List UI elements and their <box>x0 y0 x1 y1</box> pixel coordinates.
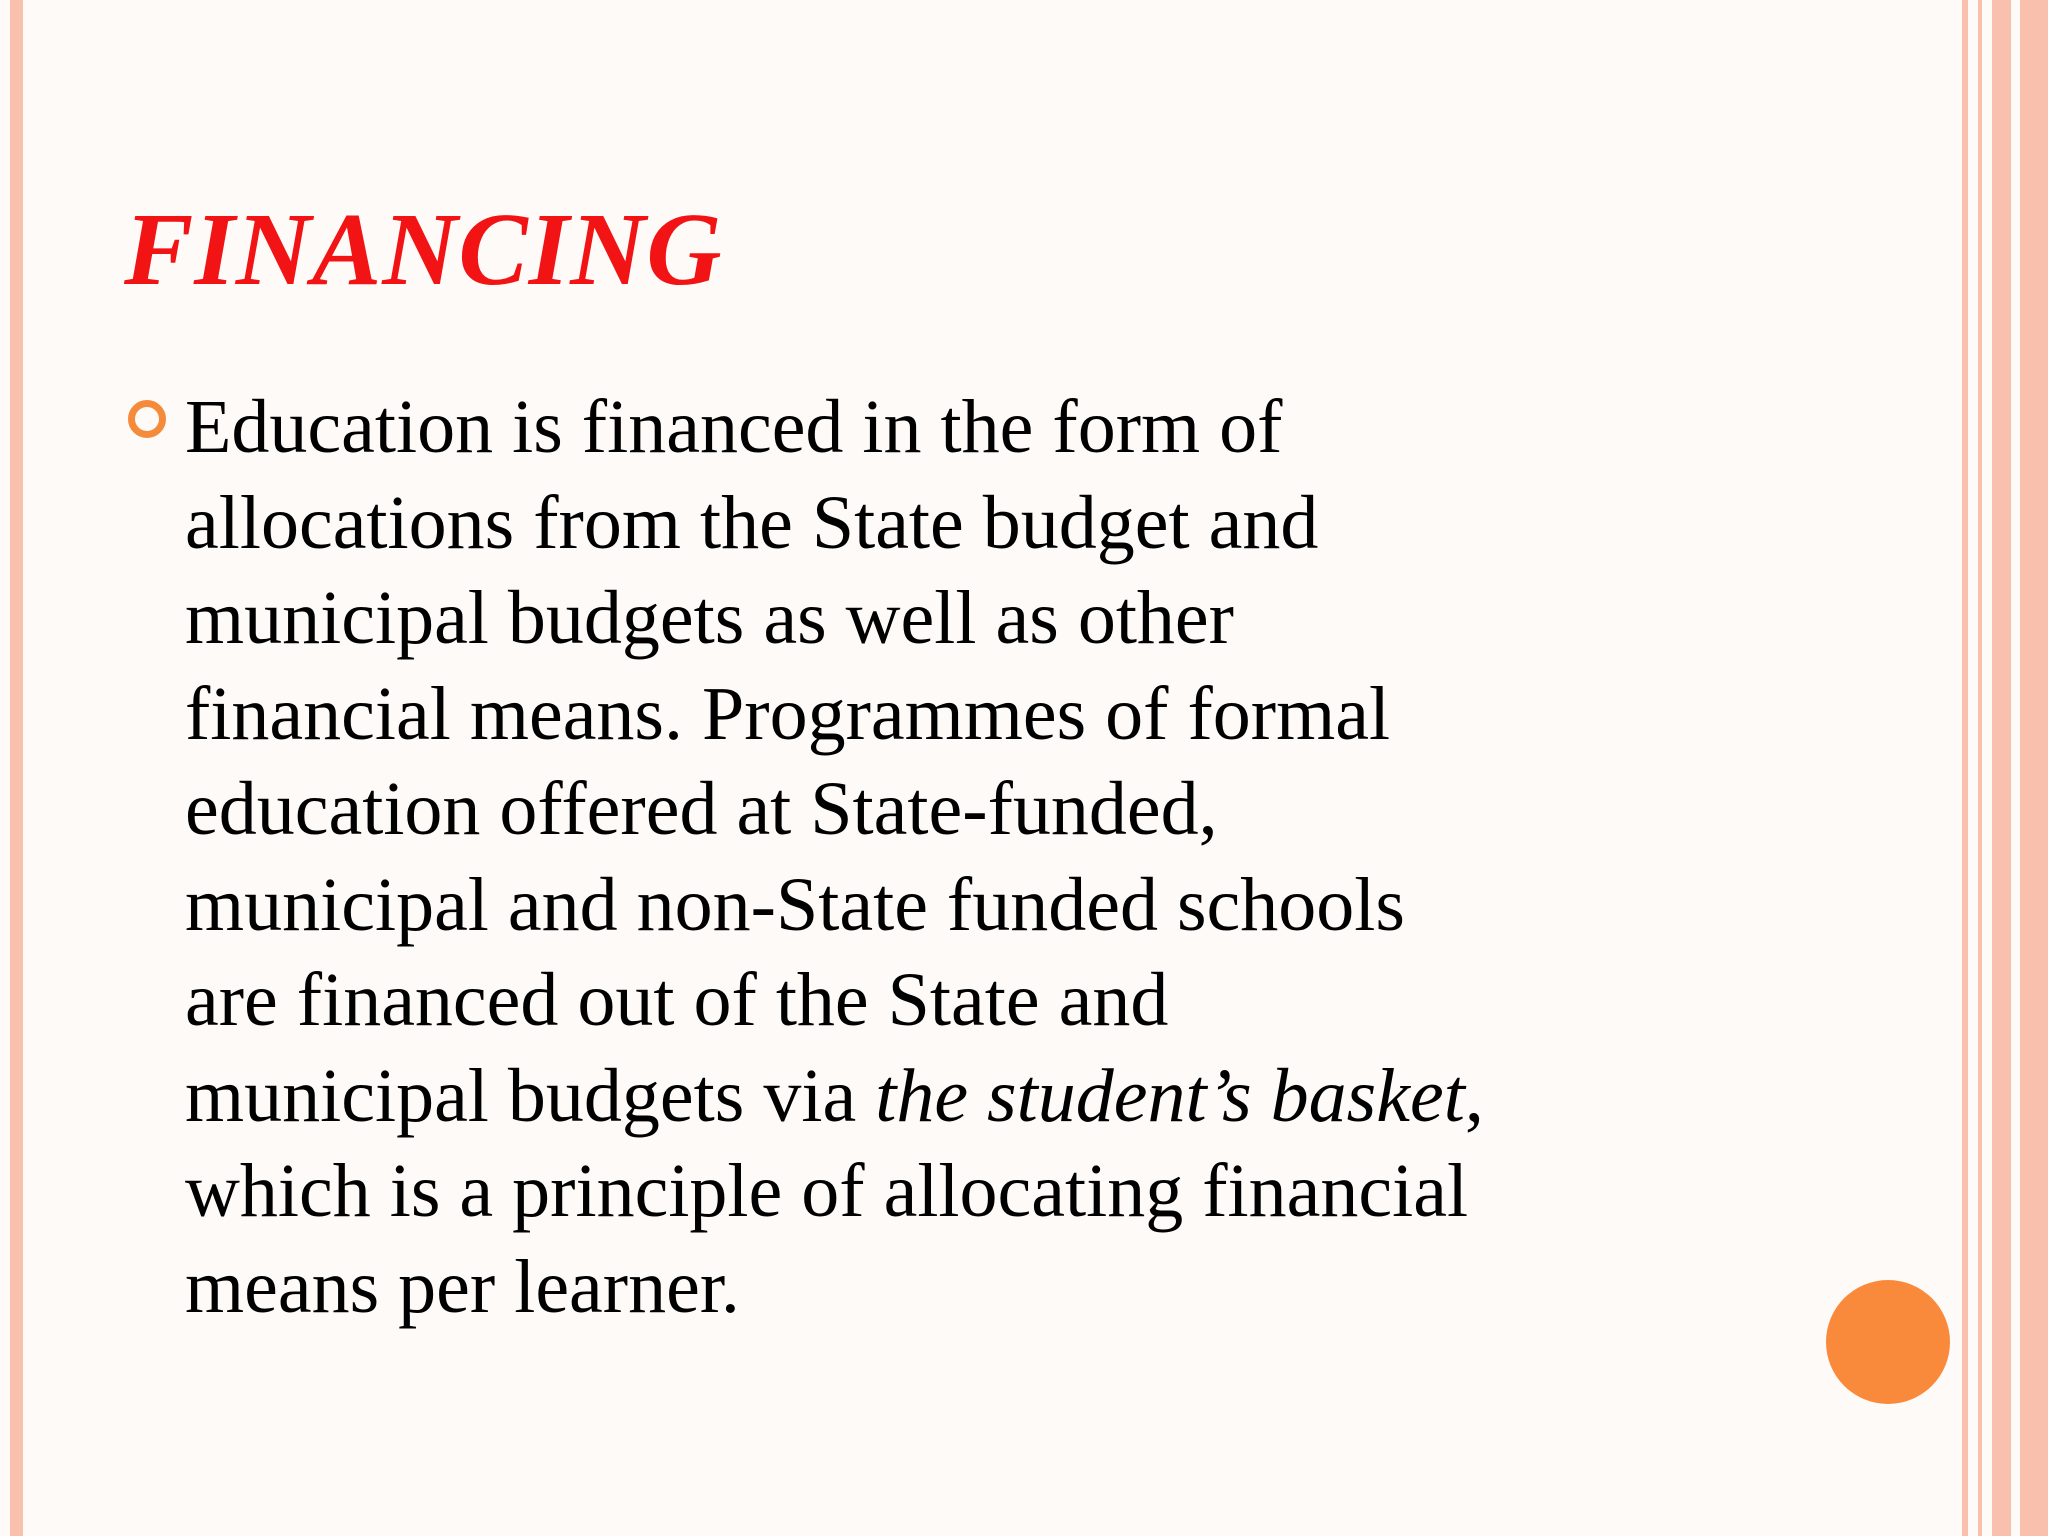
bullet-paragraph <box>185 380 1805 1335</box>
italic-phrase: the student’s basket <box>875 1053 1465 1138</box>
bullet-line: financial means. Programmes of formal <box>185 671 1391 756</box>
bullet-line: means per learner. <box>185 1244 740 1329</box>
bullet-line-text: , <box>1464 1053 1484 1138</box>
bullet-line: which is a principle of allocating financial <box>185 1149 1469 1233</box>
bullet-line: Education is financed in the form of <box>185 385 1283 469</box>
ring-bullet-icon <box>128 400 166 438</box>
bullet-line: are financed out of the State and <box>185 958 1169 1042</box>
frame-right-stripe <box>1962 0 1968 1536</box>
orange-circle-icon <box>1826 1280 1950 1404</box>
frame-right-stripe <box>1992 0 2011 1536</box>
bullet-line <box>185 1049 1805 1145</box>
bullet-line: education offered at State-funded, <box>185 767 1218 851</box>
slide-title: FINANCING <box>124 192 723 307</box>
frame-left-stripe <box>10 0 23 1536</box>
bullet-line: allocations from the State budget and <box>185 480 1319 565</box>
frame-right-stripe <box>2020 0 2048 1536</box>
bullet-line: municipal and non-State funded schools <box>185 862 1405 947</box>
bullet-line: municipal budgets as well as other <box>185 576 1234 660</box>
bullet-line-text: municipal budgets via <box>185 1053 876 1138</box>
frame-right-stripe <box>1978 0 1982 1536</box>
